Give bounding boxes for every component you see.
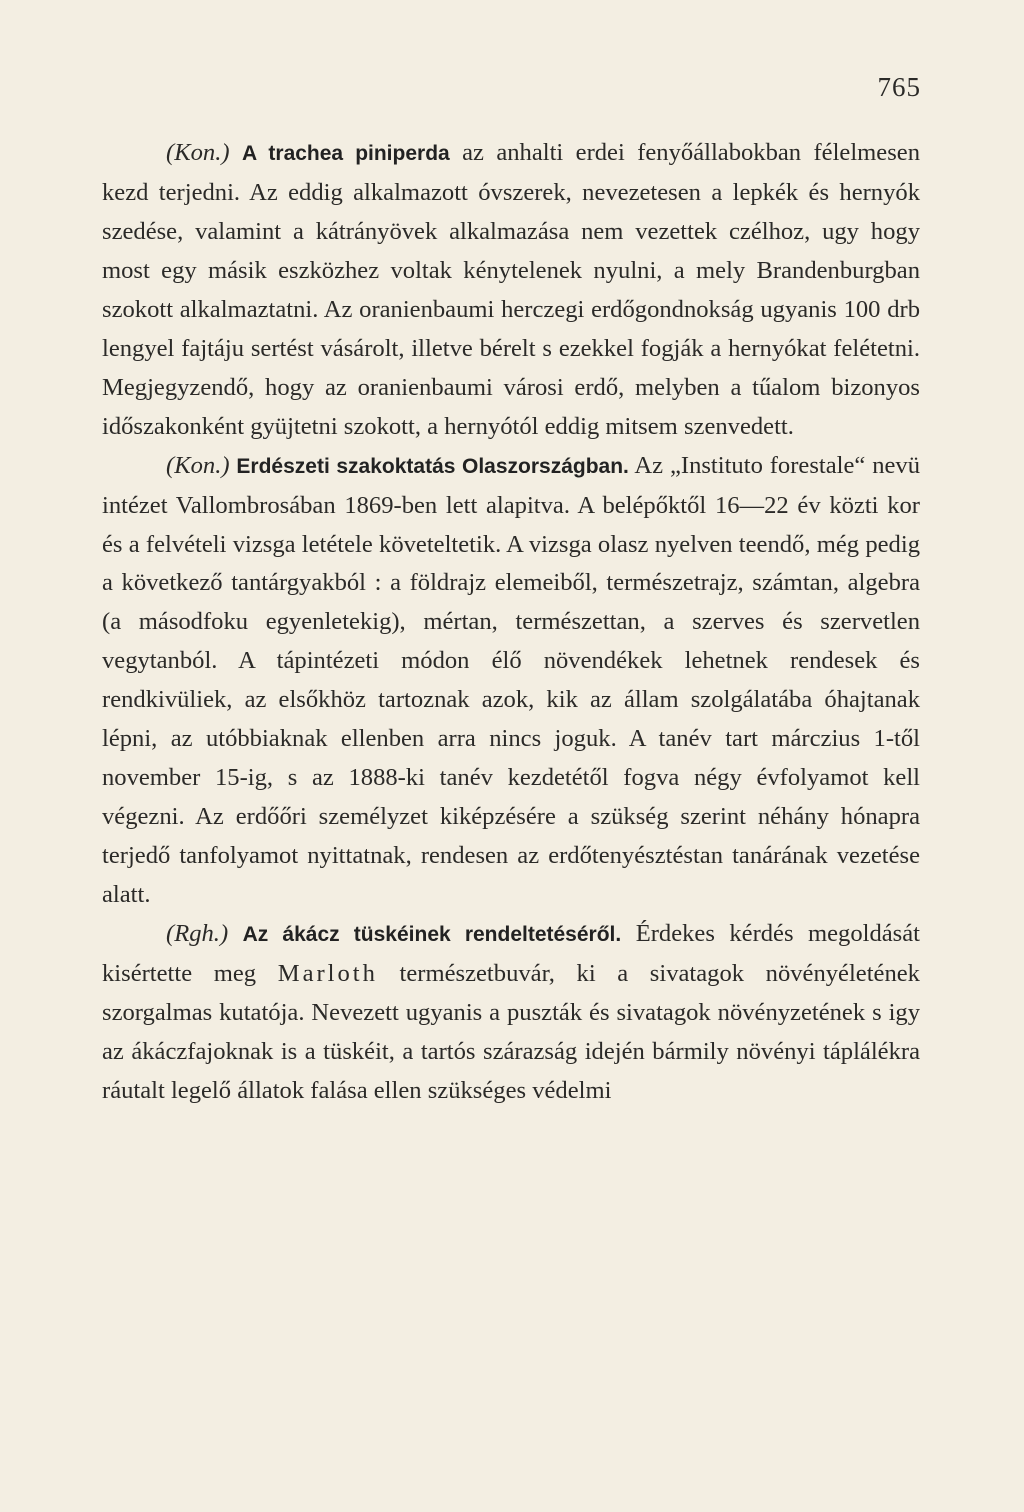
- paragraph-heading: A trachea piniperda: [241, 142, 450, 165]
- author-tag: (Rgh.): [166, 920, 229, 948]
- paragraph-body-continued: természetbuvár, ki a sivatagok növényéletének szorgalmas kutatója. Nevezett ugyanis a puszták és sivatagok növényzetének s igy az ákáczfajoknak is a tüskéit, a tartós szárazság idején bármily növényi táplálékra ráutalt legelő állatok falása ellen szükséges védelmi: [102, 960, 920, 1104]
- paragraph-heading: Erdészeti szakoktatás Olaszországban.: [236, 454, 629, 478]
- page-number: 765: [877, 72, 921, 102]
- article-text: [102, 134, 920, 1111]
- paragraph-trachea: [102, 134, 920, 447]
- paragraph-akacz: [102, 915, 920, 1111]
- paragraph-body: Érdekes kérdés megoldását kisértette meg: [102, 920, 921, 988]
- spaced-name: Marloth: [277, 960, 378, 988]
- paragraph-erdeszeti: [102, 447, 920, 915]
- paragraph-body: Az „Instituto forestale“ nevü intézet Vallombrosában 1869-ben lett alapitva. A belépőktől 16—22 év közti kor és a felvételi vizsga letétele követeltetik. A vizsga olasz nyelven teendő, még pedig a következő tantárgyakból : a földrajz elemeiből, természetrajz, számtan, algebra (a másodfoku egyenletekig), mértan, természettan, a szerves és szervetlen vegytanból. A tápintézeti módon élő növendékek lehetnek rendesek és rendkivüliek, az elsőkhöz tartoznak azok, kik az állam szolgálatába óhajtanak lépni, az utóbbiaknak ellenben arra nincs joguk. A tanév tart márczius 1-től november 15-ig, s az 1888-ki tanév kezdetétől fogva négy évfolyamot kell végezni. Az erdőőri személyzet kiképzésére a szükség szerint néhány hónapra terjedő tanfolyamot nyittatnak, rendesen az erdőtenyésztéstan tanárának vezetése alatt.: [102, 451, 921, 909]
- paragraph-body: az anhalti erdei fenyőállabokban félelmesen kezd terjedni. Az eddig alkalmazott óvszerek, nevezetesen a lepkék és hernyók szedése, valamint a kátrányövek alkalmazása nem vezettek czélhoz, ugy hogy most egy másik eszközhez voltak kénytelenek nyulni, a mely Brandenburgban szokott alkalmaztatni. Az oranienbaumi herczegi erdőgondnokság ugyanis 100 drb lengyel fajtáju sertést vásárolt, illetve bérelt s ezekkel fogják a hernyókat felétetni. Megjegyzendő, hogy az oranienbaumi városi erdő, melyben a tűalom bizonyos időszakonként gyüjtetni szokott, a hernyótól eddig mitsem szenvedett.: [102, 139, 920, 440]
- author-tag: (Kon.): [166, 139, 230, 166]
- author-tag: (Kon.): [166, 451, 230, 479]
- paragraph-heading: Az ákácz tüskéinek rendeltetéséről.: [242, 923, 622, 947]
